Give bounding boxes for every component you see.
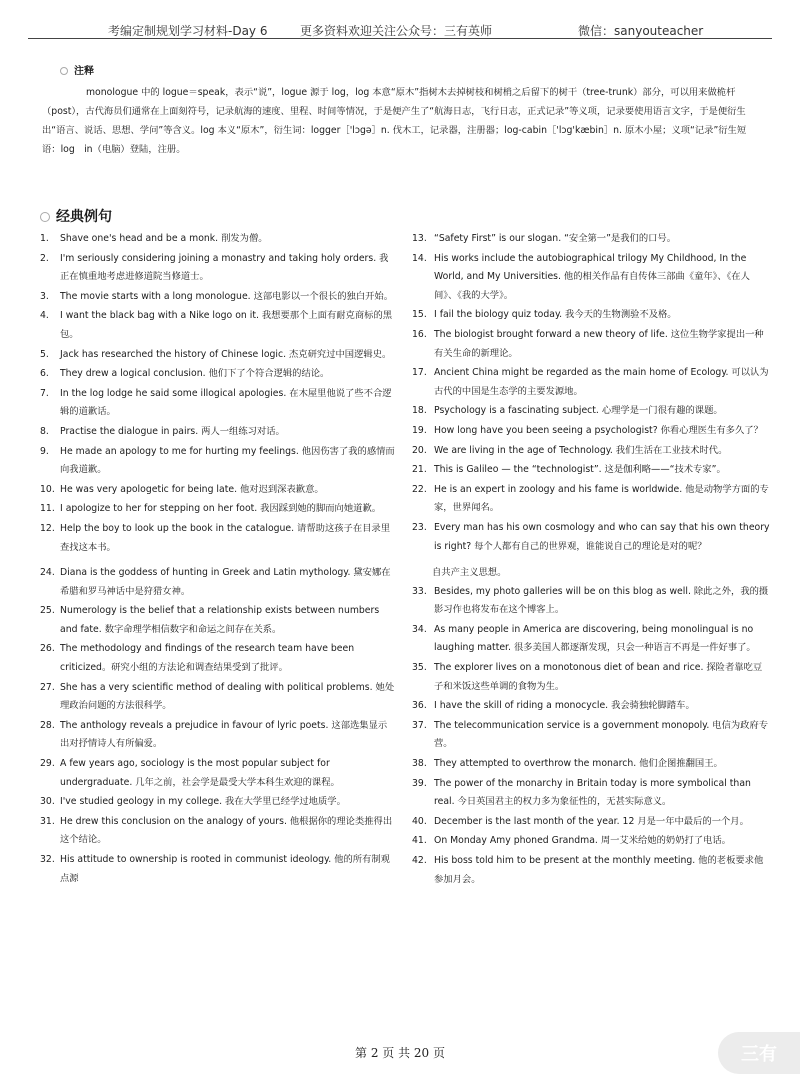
- item-number: 34.: [412, 623, 427, 635]
- item-number: 25.: [40, 605, 55, 617]
- item-number: 23.: [412, 521, 427, 533]
- list-item: [412, 852, 770, 889]
- note-heading: [40, 62, 762, 77]
- list-item: [412, 402, 770, 421]
- item-text: I apologize to her for stepping on her foot. 我因踩到她的脚而向她道歉。: [60, 503, 382, 515]
- note-title: 注释: [74, 66, 94, 77]
- item-text: Practise the dialogue in pairs. 两人一组练习对话。: [60, 425, 285, 437]
- item-text: He made an apology to me for hurting my feelings. 他因伤害了我的感情而向我道歉。: [60, 445, 395, 476]
- list-item: [40, 365, 396, 384]
- list-item: [412, 422, 770, 441]
- item-text: The anthology reveals a prejudice in favour of lyric poets. 这部选集显示出对抒情诗人有所偏爱。: [60, 719, 388, 750]
- list-item: [412, 364, 770, 401]
- list-item: [412, 775, 770, 812]
- list-item: [412, 621, 770, 658]
- item-text: I fail the biology quiz today. 我今天的生物测验不及格。: [434, 309, 677, 321]
- item-number: 31.: [40, 815, 55, 827]
- list-item: [40, 288, 396, 307]
- item-text: A few years ago, sociology is the most popular subject for undergraduate. 几年之前，社会学是最受大学本科生欢迎的课程。: [60, 757, 340, 788]
- sentence-list-right-bottom: [412, 564, 770, 890]
- item-text: The telecommunication service is a government monopoly. 电信为政府专营。: [434, 719, 769, 750]
- item-text: She has a very scientific method of dealing with political problems. 她处理政治问题的方法很科学。: [60, 681, 395, 712]
- list-item: [412, 519, 770, 556]
- item-text: The methodology and findings of the research team have been criticized。研究小组的方法论和调查结果受到了批评。: [60, 643, 355, 673]
- item-text: Diana is the goddess of hunting in Greek and Latin mythology. 黛安娜在希腊和罗马神话中是狩猎女神。: [60, 567, 391, 597]
- item-text: I have the skill of riding a monocycle. 我会骑独轮脚踏车。: [434, 700, 695, 712]
- item-number: 37.: [412, 719, 427, 731]
- item-number: 41.: [412, 835, 427, 847]
- list-item: [40, 346, 396, 365]
- item-text: We are living in the age of Technology. 我们生活在工业技术时代。: [434, 444, 728, 456]
- list-item: [412, 442, 770, 461]
- item-number: 40.: [412, 815, 427, 827]
- item-number: 19.: [412, 424, 427, 436]
- item-text: Besides, my photo galleries will be on this blog as well. 除此之外，我的摄影习作也将发布在这个博客上。: [434, 585, 769, 616]
- item-number: 6.: [40, 368, 49, 380]
- item-text: This is Galileo — the “technologist”. 这是伽利略——“技术专家”。: [434, 464, 726, 476]
- item-text: On Monday Amy phoned Grandma. 周一艾米给她的奶奶打了电话。: [434, 835, 731, 847]
- list-item: [412, 832, 770, 851]
- item-number: 11.: [40, 503, 55, 515]
- list-item: [40, 520, 396, 557]
- list-item: [40, 640, 396, 677]
- item-text: December is the last month of the year. 12 月是一年中最后的一个月。: [434, 815, 749, 827]
- header-rule: [28, 38, 772, 39]
- header-right-text: 微信：sanyouteacher: [578, 24, 704, 38]
- item-number: 7.: [40, 387, 49, 399]
- header-middle-text: 更多资料欢迎关注公众号：三有英师: [300, 24, 493, 38]
- item-number: 38.: [412, 757, 427, 769]
- item-number: 33.: [412, 585, 427, 597]
- list-item: [40, 564, 396, 601]
- item-number: 35.: [412, 661, 427, 673]
- list-item: [40, 423, 396, 442]
- item-text: In the log lodge he said some illogical apologies. 在木屋里他说了些不合逻辑的道歉话。: [60, 387, 392, 418]
- item-text: Help the boy to look up the book in the catalogue. 请帮助这孩子在目录里查找这本书。: [60, 522, 391, 553]
- list-item: [40, 679, 396, 716]
- item-number: 15.: [412, 309, 427, 321]
- item-number: 3.: [40, 290, 49, 302]
- item-number: 21.: [412, 464, 427, 476]
- item-number: 27.: [40, 681, 55, 693]
- header-left-text: 考编定制规划学习材料-Day 6: [108, 24, 268, 38]
- bullet-circle-icon: [40, 212, 50, 222]
- item-number: 22.: [412, 483, 427, 495]
- sentence-list-right-top: [412, 230, 770, 557]
- item-text: The biologist brought forward a new theory of life. 这位生物学家提出一种有关生命的新理论。: [434, 328, 764, 359]
- list-item: [412, 461, 770, 480]
- list-item: [40, 500, 396, 519]
- list-item: [412, 326, 770, 363]
- list-item: [412, 755, 770, 774]
- item-number: 14.: [412, 252, 427, 264]
- item-text: The movie starts with a long monologue. 这部电影以一个很长的独白开始。: [60, 290, 394, 302]
- list-item: [40, 250, 396, 287]
- sentence-list-left-top: [40, 230, 396, 558]
- item-text: Numerology is the belief that a relationship exists between numbers and fate. 数字命理学相信数字和命运之间存在关系。: [60, 605, 380, 635]
- item-text: Every man has his own cosmology and who can say that his own theory is right? 每个人都有自己的世界观，谁能说自己的理论是对的呢？: [434, 521, 770, 552]
- bullet-circle-icon: [60, 67, 68, 75]
- list-item: [40, 307, 396, 344]
- item-number: 8.: [40, 425, 49, 437]
- list-item: [40, 793, 396, 812]
- list-item: [40, 385, 396, 422]
- item-number: 26.: [40, 643, 55, 655]
- item-number: 16.: [412, 328, 427, 340]
- item-number: 30.: [40, 796, 55, 808]
- continued-text: 自共产主义思想。: [432, 567, 507, 578]
- item-number: 36.: [412, 700, 427, 712]
- item-number: 13.: [412, 233, 427, 244]
- item-number: 28.: [40, 719, 55, 731]
- item-number: 32.: [40, 853, 55, 865]
- item-number: 17.: [412, 367, 427, 379]
- item-text: Jack has researched the history of Chinese logic. 杰克研究过中国逻辑史。: [60, 348, 392, 360]
- item-text: Ancient China might be regarded as the main home of Ecology. 可以认为古代的中国是生态学的主要发源地。: [434, 367, 769, 397]
- list-item: [412, 481, 770, 518]
- item-text: They attempted to overthrow the monarch. 他们企图推翻国王。: [434, 757, 723, 769]
- list-item: [40, 851, 396, 888]
- list-item: [412, 583, 770, 620]
- item-number: 20.: [412, 444, 427, 456]
- list-item: [412, 659, 770, 696]
- item-number: 42.: [412, 854, 427, 866]
- item-number: 1.: [40, 233, 49, 244]
- sentence-list-left-bottom: [40, 564, 396, 889]
- list-item: [40, 230, 396, 249]
- item-number: 24.: [40, 567, 55, 578]
- watermark-logo: 三有: [718, 1032, 800, 1074]
- item-text: As many people in America are discovering, being monolingual is no laughing matter. 很多美国人都逐渐发现，只会一种语言不再是一件好事了。: [434, 623, 756, 654]
- note-body: monologue 中的 logue＝speak，表示“说”，logue 源于 log，log 本意“原木”指树木去掉树枝和树梢之后留下的树干（tree-trunk）部分，可以用来做桅杆（post），古代海员们通常在上面刻符号，记录航海的速度、里程、时间等情况，于是便产生了“航海日志，飞行日志，正式记录”等义项，记录要使用语言文字，于是便衍生出“语言、说话、思想、学问”等含义。log 本义“原木”，衍生词：logger［'lɔgə］n. 伐木工，记录器，注册器；log-cabin［'lɔg'kæbin］n. 原木小屋；义项“记录”衍生短语：log in（电脑）登陆，注册。: [42, 87, 747, 155]
- list-item: [40, 755, 396, 792]
- list-item: [40, 717, 396, 754]
- item-text: I want the black bag with a Nike logo on it. 我想要那个上面有耐克商标的黑包。: [60, 310, 393, 340]
- item-number: 29.: [40, 757, 55, 769]
- list-item: [412, 306, 770, 325]
- item-text: They drew a logical conclusion. 他们下了个符合逻辑的结论。: [60, 368, 330, 380]
- page-header: [0, 0, 800, 40]
- list-item: [40, 813, 396, 850]
- item-text: His boss told him to be present at the monthly meeting. 他的老板要求他参加月会。: [434, 854, 764, 885]
- item-text: Psychology is a fascinating subject. 心理学是一门很有趣的课题。: [434, 405, 723, 417]
- list-item: [40, 443, 396, 480]
- item-number: 39.: [412, 777, 427, 789]
- item-number: 4.: [40, 310, 49, 322]
- section-title: 经典例句: [56, 209, 112, 225]
- item-text: He is an expert in zoology and his fame is worldwide. 他是动物学方面的专家，世界闻名。: [434, 483, 769, 514]
- item-text: “Safety First” is our slogan. “安全第一”是我们的口号。: [434, 233, 677, 244]
- list-item: [412, 230, 770, 249]
- item-text: His attitude to ownership is rooted in communist ideology. 他的所有制观点源: [60, 853, 390, 884]
- item-text: He drew this conclusion on the analogy of yours. 他根据你的理论类推得出这个结论。: [60, 815, 393, 846]
- item-number: 9.: [40, 445, 49, 457]
- item-number: 18.: [412, 405, 427, 417]
- item-number: 12.: [40, 522, 55, 534]
- page-number-footer: 第 2 页 共 20 页: [355, 1046, 445, 1060]
- item-text: The power of the monarchy in Britain today is more symbolical than real. 今日英国君主的权力多为象征性的，无甚实际意义。: [434, 777, 751, 808]
- item-number: 2.: [40, 252, 49, 264]
- item-text: I've studied geology in my college. 我在大学里已经学过地质学。: [60, 796, 346, 808]
- item-text: His works include the autobiographical trilogy My Childhood, In the World, and My Universities. 他的相关作品有自传体三部曲《童年》、《在人间》、《我的大学》。: [434, 252, 750, 301]
- item-number: 5.: [40, 348, 49, 360]
- item-text: How long have you been seeing a psychologist? 你看心理医生有多久了？: [434, 424, 763, 436]
- item-number: 10.: [40, 483, 55, 495]
- list-item: [412, 813, 770, 832]
- list-item: [412, 250, 770, 306]
- item-text: The explorer lives on a monotonous diet of bean and rice. 探险者靠吃豆子和米饭这些单调的食物为生。: [434, 661, 763, 692]
- item-text: He was very apologetic for being late. 他对迟到深表歉意。: [60, 483, 324, 495]
- item-text: I'm seriously considering joining a monastry and taking holy orders. 我正在慎重地考虑进修道院当修道士。: [60, 252, 389, 283]
- item-text: Shave one's head and be a monk. 削发为僧。: [60, 233, 268, 244]
- section-heading: [40, 206, 112, 226]
- list-item: [40, 602, 396, 639]
- list-item: [412, 717, 770, 754]
- list-item: [412, 697, 770, 716]
- note-block: [40, 62, 762, 159]
- list-item: [40, 481, 396, 500]
